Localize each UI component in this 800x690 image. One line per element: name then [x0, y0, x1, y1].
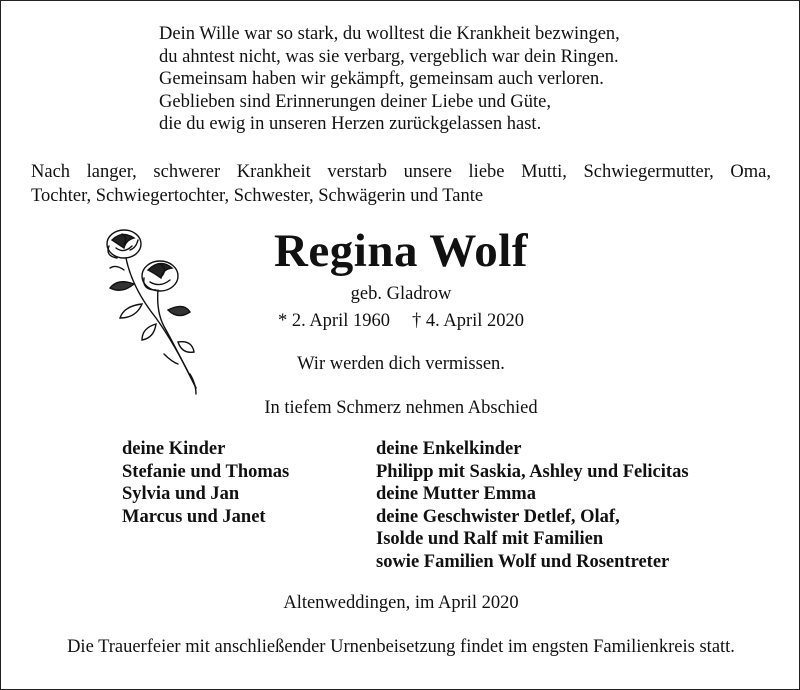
mourner-line: deine Mutter Emma — [376, 484, 536, 505]
poem-line: Geblieben sind Erinnerungen deiner Liebe und Güte, — [159, 91, 551, 112]
maiden-name: geb. Gladrow — [350, 284, 452, 304]
poem-line: die du ewig in unseren Herzen zurückgelassen hast. — [159, 114, 542, 134]
poem — [159, 23, 620, 136]
mourner-line: deine Geschwister Detlef, Olaf, — [376, 506, 620, 527]
miss-text: Wir werden dich vermissen. — [297, 354, 505, 374]
mourners-right — [376, 438, 689, 574]
poem-line: du ahntest nicht, was sie verbarg, vergeblich war dein Ringen. — [159, 46, 619, 67]
farewell-text: In tiefem Schmerz nehmen Abschied — [264, 398, 538, 418]
intro-line: Tochter, Schwiegertochter, Schwester, Schwägerin und Tante — [31, 186, 484, 206]
poem-line: Dein Wille war so stark, du wolltest die Krankheit bezwingen, — [159, 24, 620, 44]
mourner-line: Marcus und Janet — [122, 506, 266, 527]
death-date: † 4. April 2020 — [412, 311, 525, 331]
mourner-line: Stefanie und Thomas — [122, 461, 290, 482]
mourner-line: sowie Familien Wolf und Rosentreter — [376, 551, 670, 572]
intro-line: Nach langer, schwerer Krankheit verstarb unsere liebe Mutti, Schwiegermutter, Oma, — [31, 162, 771, 182]
mourner-line: deine Enkelkinder — [376, 439, 522, 459]
mourner-line: Isolde und Ralf mit Familien — [376, 529, 604, 550]
mourner-line: Sylvia und Jan — [122, 484, 240, 505]
poem-line: Gemeinsam haben wir gekämpft, gemeinsam auch verloren. — [159, 69, 604, 89]
intro-text — [31, 160, 771, 208]
mourner-line: deine Kinder — [122, 439, 226, 459]
life-dates — [1, 311, 800, 332]
place-date: Altenweddingen, im April 2020 — [283, 593, 519, 613]
footer-note: Die Trauerfeier mit anschließender Urnenbeisetzung findet im engsten Familienkreis statt. — [67, 637, 735, 657]
mourner-line: Philipp mit Saskia, Ashley und Felicitas — [376, 461, 689, 482]
mourners-left — [122, 438, 289, 528]
birth-date: * 2. April 1960 — [277, 311, 390, 331]
deceased-name: Regina Wolf — [273, 225, 529, 277]
